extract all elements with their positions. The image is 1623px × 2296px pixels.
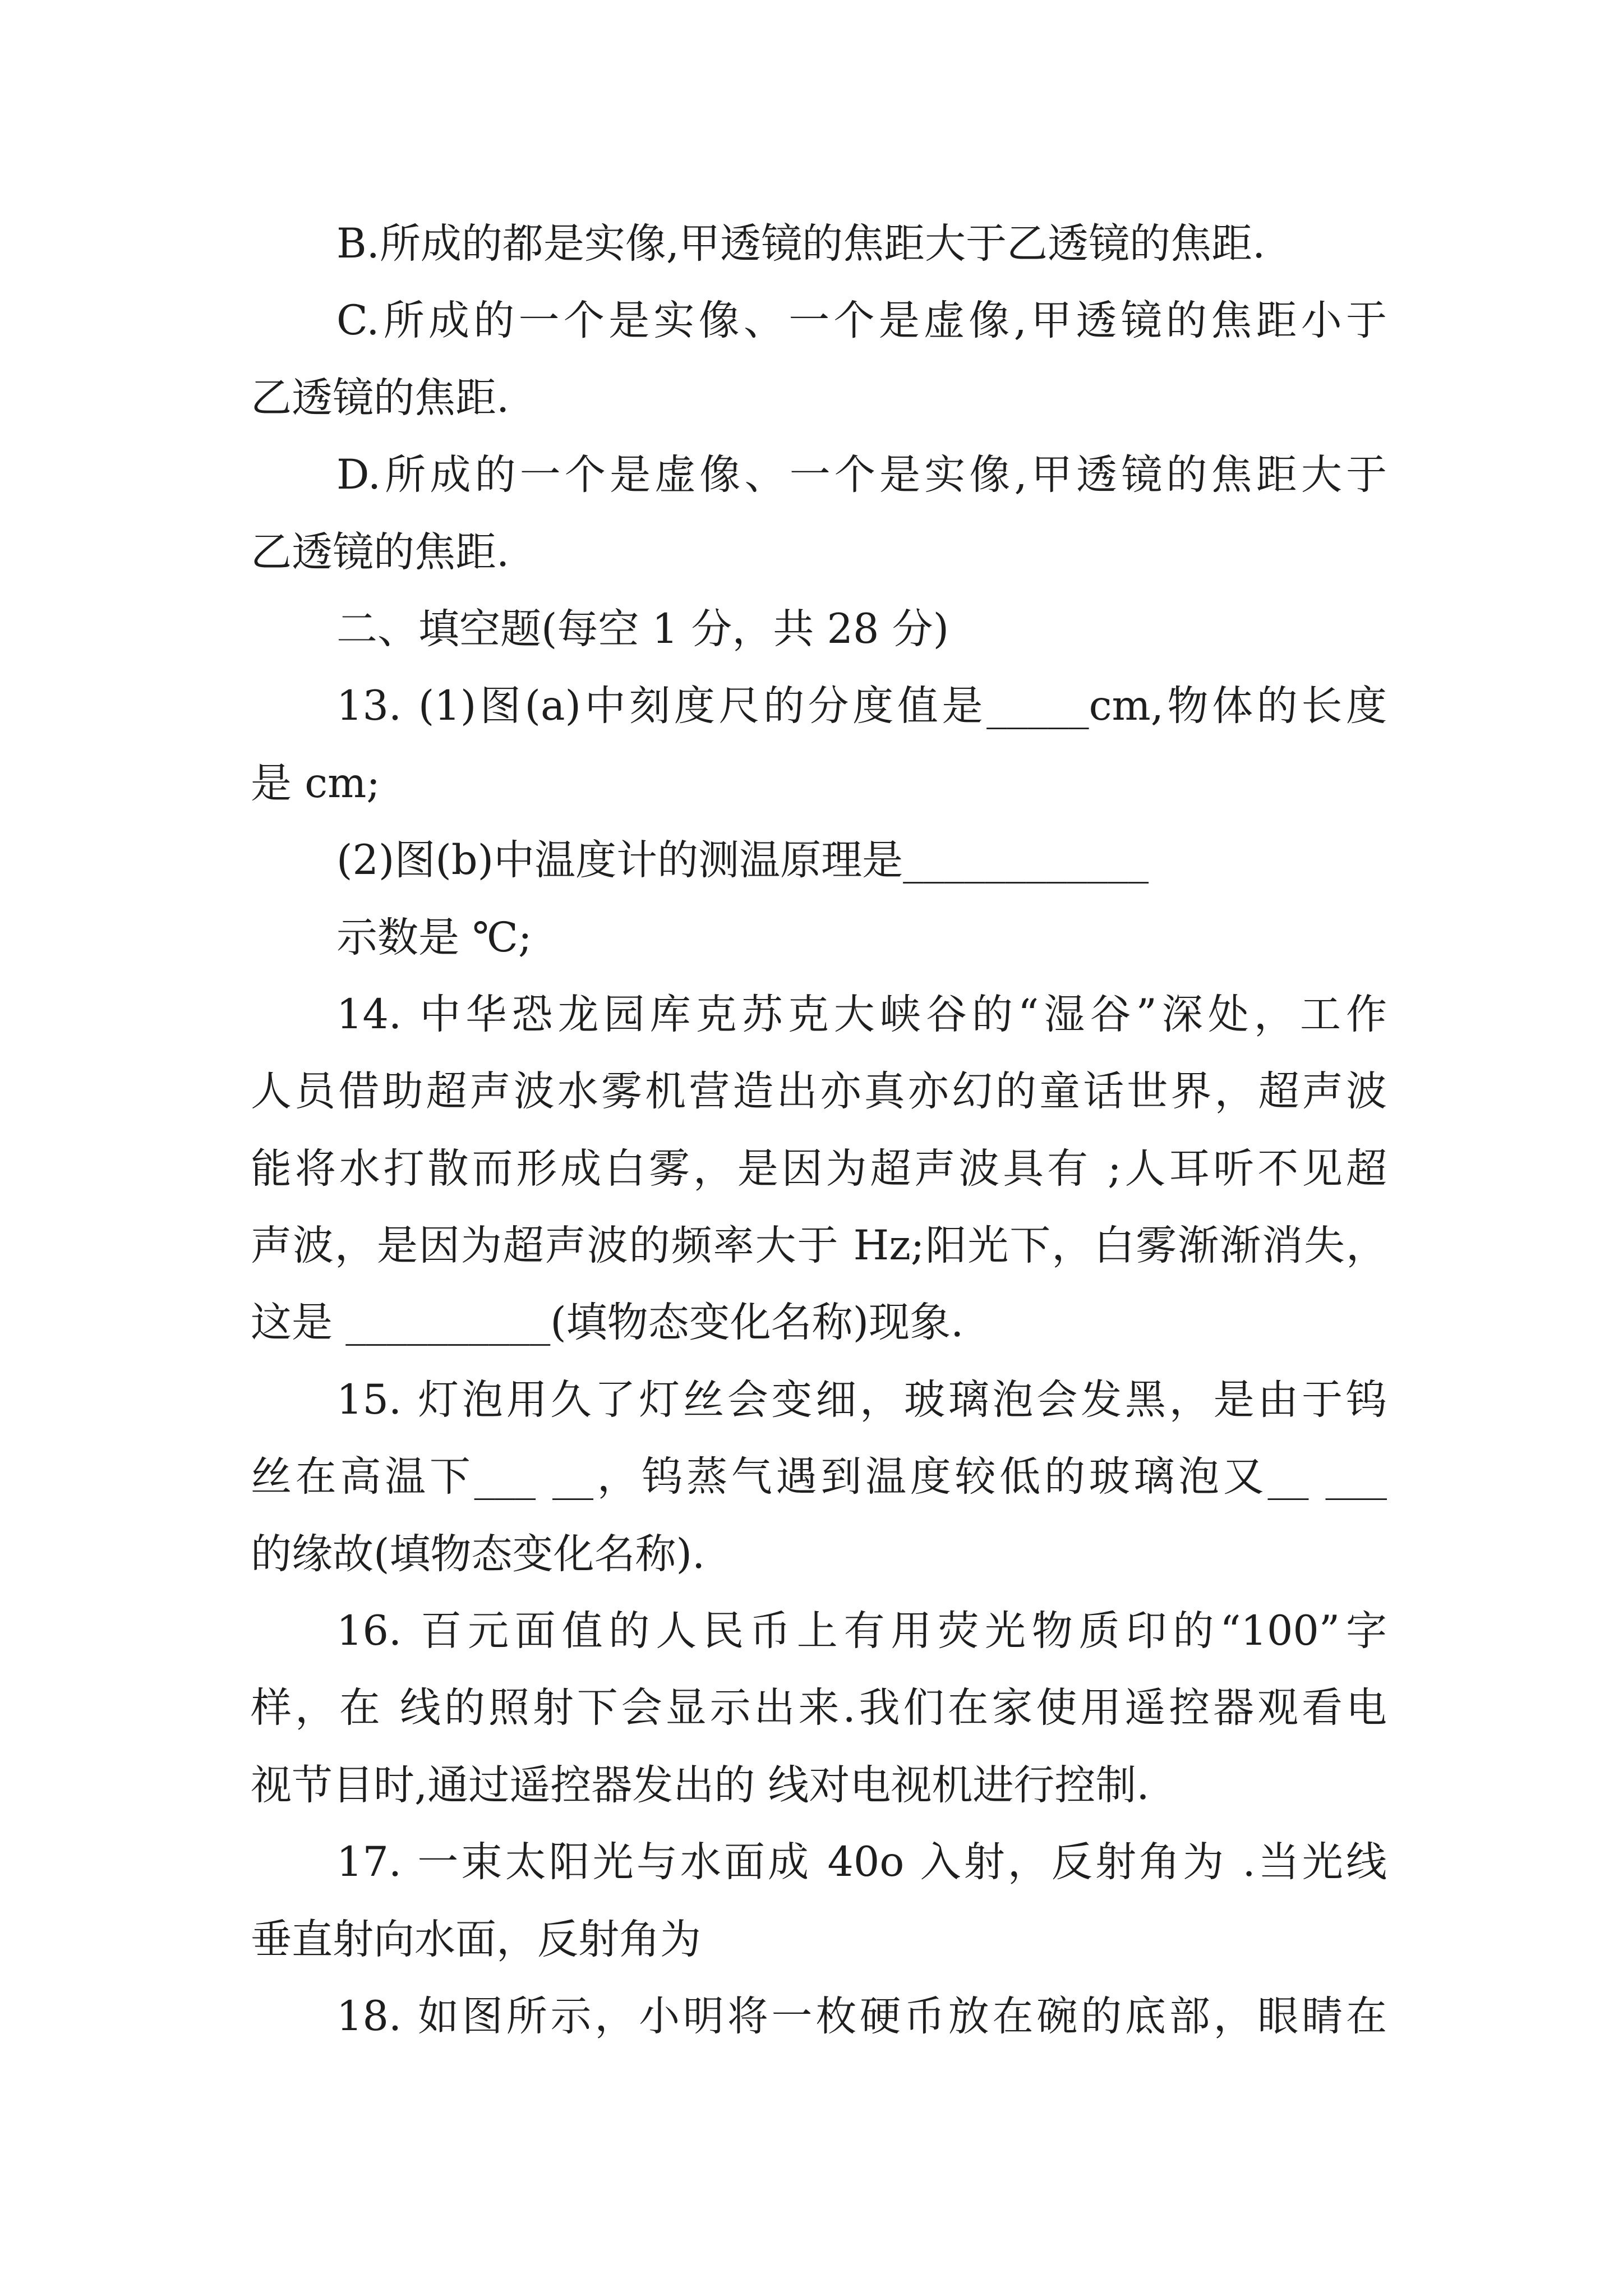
- question-17-line-2: 垂直射向水面，反射角为: [251, 1915, 701, 1963]
- question-18: [251, 1978, 1387, 2055]
- question-16: [251, 1593, 1387, 1824]
- question-14-line-1: 14. 中华恐龙园库克苏克大峡谷的“湿谷”深处，工作: [336, 990, 1387, 1038]
- option-c: [251, 282, 1387, 436]
- option-b-line-1: B.所成的都是实像,甲透镜的焦距大于乙透镜的焦距.: [336, 220, 1266, 268]
- question-14-line-2: 人员借助超声波水雾机营造出亦真亦幻的童话世界，超声波: [251, 1068, 1387, 1116]
- question-15-line-1: 15. 灯泡用久了灯丝会变细，玻璃泡会发黑，是由于钨: [336, 1375, 1387, 1424]
- question-13-part1-line-1: 13. (1)图(a)中刻度尺的分度值是_____cm,物体的长度: [336, 682, 1387, 730]
- question-17-line-1: 17. 一束太阳光与水面成 40o 入射，反射角为 .当光线: [336, 1838, 1387, 1887]
- question-16-line-1: 16. 百元面值的人民币上有用荧光物质印的“100”字: [336, 1607, 1387, 1655]
- question-13-part2-line-2: 示数是 ℃;: [336, 913, 532, 961]
- option-d-line-2: 乙透镜的焦距.: [251, 528, 510, 576]
- option-d-line-1: D.所成的一个是虚像、一个是实像,甲透镜的焦距大于: [336, 451, 1387, 499]
- question-16-line-2: 样，在 线的照射下会显示出来.我们在家使用遥控器观看电: [251, 1684, 1387, 1732]
- section-heading-text: 二、填空题(每空 1 分，共 28 分): [336, 605, 949, 653]
- question-13-part2-line-1: (2)图(b)中温度计的测温原理是____________: [336, 836, 1149, 885]
- question-17: [251, 1824, 1387, 1978]
- option-c-line-2: 乙透镜的焦距.: [251, 374, 510, 422]
- question-14-line-3: 能将水打散而形成白雾，是因为超声波具有 ;人耳听不见超: [251, 1144, 1387, 1193]
- question-13-part1-line-2: 是 cm;: [251, 759, 380, 807]
- question-15: [251, 1361, 1387, 1593]
- option-d: [251, 436, 1387, 591]
- question-15-line-2: 丝在高温下___ __，钨蒸气遇到温度较低的玻璃泡又__ ___: [251, 1453, 1387, 1501]
- section-heading: [251, 591, 1387, 668]
- question-16-line-3: 视节目时,通过遥控器发出的 线对电视机进行控制.: [251, 1761, 1150, 1809]
- document-page: [251, 205, 1387, 2055]
- question-14: [251, 976, 1387, 1361]
- option-b: [251, 205, 1387, 282]
- question-15-line-3: 的缘故(填物态变化名称).: [251, 1530, 706, 1578]
- question-14-line-5: 这是 __________(填物态变化名称)现象.: [251, 1299, 964, 1347]
- question-14-line-4: 声波，是因为超声波的频率大于 Hz;阳光下，白雾渐渐消失，: [251, 1222, 1387, 1270]
- option-c-line-1: C.所成的一个是实像、一个是虚像,甲透镜的焦距小于: [336, 297, 1387, 345]
- question-18-line-1: 18. 如图所示，小明将一枚硬币放在碗的底部，眼睛在: [336, 1992, 1387, 2040]
- question-13: [251, 668, 1387, 976]
